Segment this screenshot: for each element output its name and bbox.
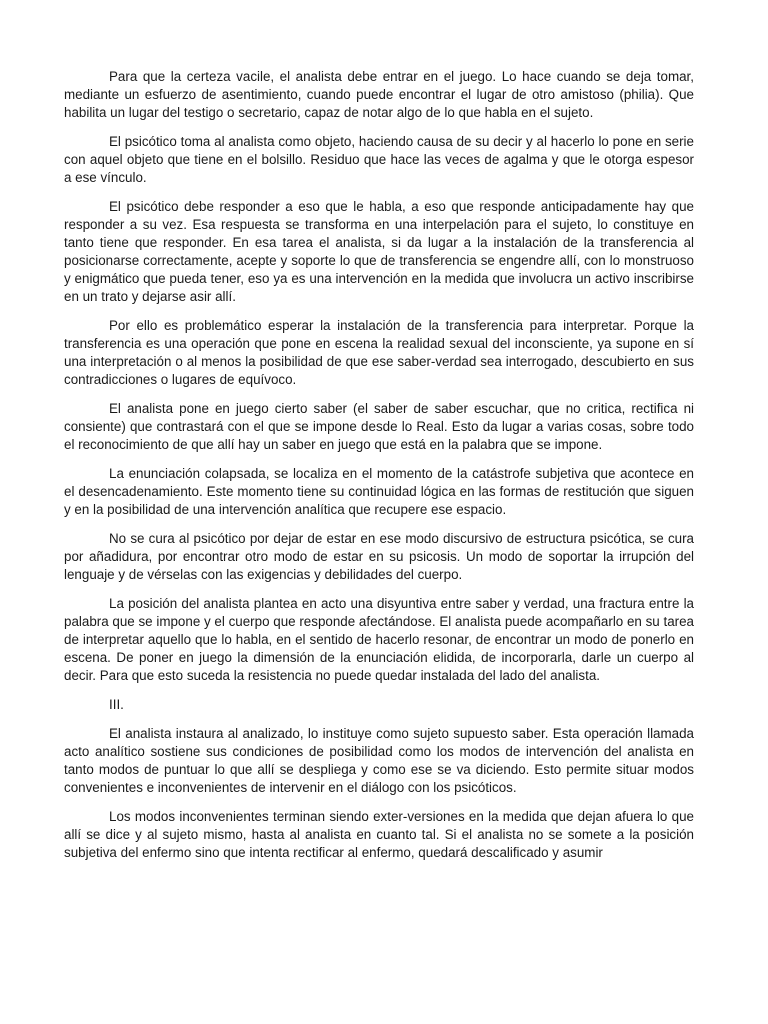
- paragraph: Los modos inconvenientes terminan siendo exter-versiones en la medida que dejan afuera lo que allí se dice y al sujeto mismo, hasta al analista en cuanto tal. Si el analista no se somete a la posición subjetiva del enfermo sino que intenta rectificar al enfermo, quedará descalificado y asumir: [64, 809, 694, 860]
- paragraph: El analista pone en juego cierto saber (el saber de saber escuchar, que no critica, rectifica ni consiente) que contrastará con el que se impone desde lo Real. Esto da lugar a varias cosas, sobre todo el reconocimiento de que allí hay un saber en juego que está en la palabra que se impone.: [64, 401, 694, 452]
- paragraph: Para que la certeza vacile, el analista debe entrar en el juego. Lo hace cuando se deja tomar, mediante un esfuerzo de asentimiento, cuando puede encontrar el lugar de otro amistoso (philia). Que habilita un lugar del testigo o secretario, capaz de notar algo de lo que habla en el sujeto.: [64, 69, 694, 120]
- document-page: [64, 68, 694, 862]
- paragraph: No se cura al psicótico por dejar de estar en ese modo discursivo de estructura psicótica, se cura por añadidura, por encontrar otro modo de estar en su psicosis. Un modo de soportar la irrupción del lenguaje y de vérselas con las exigencias y debilidades del cuerpo.: [64, 531, 694, 582]
- section-heading: III.: [109, 697, 124, 712]
- paragraph: La enunciación colapsada, se localiza en el momento de la catástrofe subjetiva que acontece en el desencadenamiento. Este momento tiene su continuidad lógica en las formas de restitución que siguen y en la posibilidad de una intervención analítica que recupere ese espacio.: [64, 466, 694, 517]
- paragraph: Por ello es problemático esperar la instalación de la transferencia para interpretar. Porque la transferencia es una operación que pone en escena la realidad sexual del inconsciente, ya supone en sí una interpretación o al menos la posibilidad de que ese saber-verdad sea interrogado, descubierto en sus contradicciones o lugares de equívoco.: [64, 318, 694, 387]
- paragraph: El analista instaura al analizado, lo instituye como sujeto supuesto saber. Esta operación llamada acto analítico sostiene sus condiciones de posibilidad como los modos de intervención del analista en tanto modos de puntuar lo que allí se despliega y como ese se va diciendo. Esto permite situar modos convenientes e inconvenientes de intervenir en el diálogo con los psicóticos.: [64, 726, 694, 795]
- paragraph: El psicótico toma al analista como objeto, haciendo causa de su decir y al hacerlo lo pone en serie con aquel objeto que tiene en el bolsillo. Residuo que hace las veces de agalma y que le otorga espesor a ese vínculo.: [64, 134, 694, 185]
- paragraph: La posición del analista plantea en acto una disyuntiva entre saber y verdad, una fractura entre la palabra que se impone y el cuerpo que responde afectándose. El analista puede acompañarlo en su tarea de interpretar aquello que lo habla, en el sentido de hacerlo resonar, de encontrar un modo de ponerlo en escena. De poner en juego la dimensión de la enunciación elidida, de incorporarla, darle un cuerpo al decir. Para que esto suceda la resistencia no puede quedar instalada del lado del analista.: [64, 596, 694, 683]
- paragraph: El psicótico debe responder a eso que le habla, a eso que responde anticipadamente hay que responder a su vez. Esa respuesta se transforma en una interpelación para el sujeto, lo constituye en tanto tiene que responder. En esa tarea el analista, si da lugar a la instalación de la transferencia al posicionarse correctamente, acepte y soporte lo que de transferencia se engendre allí, con lo monstruoso y enigmático que pueda tener, eso ya es una intervención en la medida que involucra un activo inscribirse en un trato y dejarse asir allí.: [64, 199, 694, 304]
